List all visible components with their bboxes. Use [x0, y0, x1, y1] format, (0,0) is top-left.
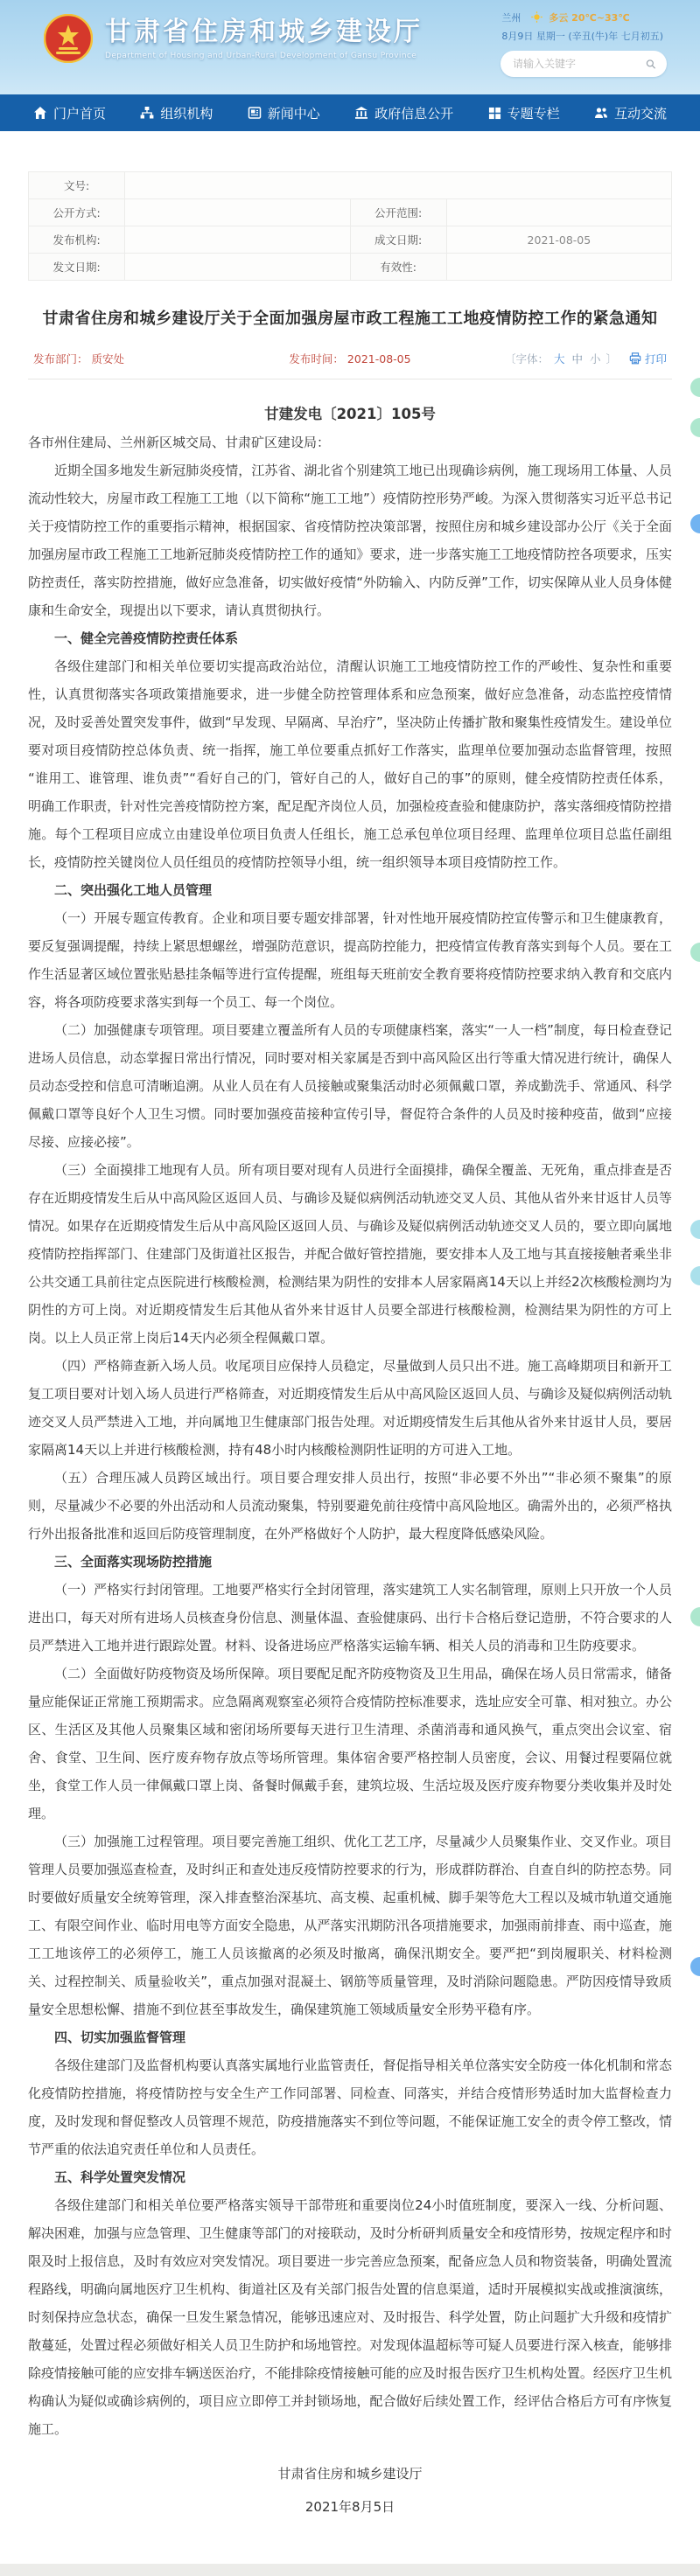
- print-label: 打印: [644, 352, 667, 366]
- article-paragraph: （三）加强施工过程管理。项目要完善施工组织、优化工艺工序，尽量减少人员聚集作业、交叉作业。项目管理人员要加强巡查检查，及时纠正和查处违反疫情防控要求的行为，形成群防群治、自查自纠的防控态势。同时要做好质量安全统筹管理，深入排查整治深基坑、高支模、起重机械、脚手架等危大工程以及城市轨道交通施工、有限空间作业、临时用电等方面安全隐患，从严落实汛期防汛各项措施要求，加强雨前排查、雨中巡查，施工工地该停工的必须停工，施工人员该撤离的必须及时撤离，确保汛期安全。要严把“到岗履职关、材料检测关、过程控制关、质量验收关”，重点加强对混凝土、钢筋等质量管理，及时消除问题隐患。严防因疫情导致质量安全思想松懈、措施不到位甚至事故发生，确保建筑施工领域质量安全形势平稳有序。: [28, 1834, 672, 2017]
- font-size-small-button[interactable]: 小: [589, 352, 601, 366]
- nav-label: 新闻中心: [267, 105, 320, 122]
- floating-widget-icon[interactable]: [690, 1266, 700, 1285]
- publish-dept: [33, 351, 231, 366]
- printer-icon: [629, 352, 641, 365]
- font-size-switch: [505, 351, 617, 366]
- article-paragraph: （一）严格实行封闭管理。工地要严格实行全封闭管理，落实建筑工人实名制管理，原则上只开放一个人员进出口，每天对所有进场人员核查身份信息、测量体温、查验健康码、出行卡合格后登记造册，不符合要求的人员严禁进入工地并进行跟踪处置。材料、设备进场应严格落实运输车辆、相关人员的消毒和卫生防疫要求。: [28, 1582, 672, 1654]
- publish-info-row: [28, 344, 672, 379]
- section-heading: 三、全面落实现场防控措施: [54, 1554, 213, 1570]
- article-paragraph: 各级住建部门及监督机构要认真落实属地行业监管责任，督促指导相关单位落实安全防疫一体化机制和常态化疫情防控措施，将疫情防控与安全生产工作同部署、同检查、同落实，并结合疫情形势适时加大监督检查力度，及时发现和督促整改人员管理不规范，防疫措施落实不到位等问题，不能保证施工安全的责令停工整改，情节严重的依法追究责任单位和人员责任。: [28, 2057, 672, 2157]
- site-title: 甘肃省住房和城乡建设厅: [105, 17, 423, 47]
- meta-value: [125, 226, 350, 254]
- weather-widget: [501, 9, 663, 45]
- meta-value: [125, 254, 350, 281]
- site-brand[interactable]: [44, 14, 423, 63]
- nav-item-interaction[interactable]: [594, 104, 667, 122]
- article-paragraph: （四）严格筛查新入场人员。收尾项目应保持人员稳定，尽量做到人员只出不进。施工高峰期项目和新开工复工项目要对计划入场人员进行严格筛查，对近期疫情发生后从中高风险区返回人员、与确诊及疑似病例活动轨迹交叉人员严禁进入工地，并向属地卫生健康部门报告处理。对近期疫情发生后其他从省外来甘返甘人员，要居家隔离14天以上并进行核酸检测，持有48小时内核酸检测阴性证明的方可进入工地。: [28, 1358, 672, 1458]
- org-icon: [140, 106, 154, 120]
- nav-item-home[interactable]: [33, 104, 106, 122]
- news-icon: [248, 106, 262, 120]
- print-button[interactable]: [629, 351, 667, 366]
- search-box[interactable]: [500, 51, 667, 77]
- meta-value: [125, 199, 350, 226]
- section-heading: 四、切实加强监督管理: [54, 2029, 186, 2045]
- site-subtitle: Department of Housing and Urban-Rural Development of Gansu Province: [105, 52, 417, 60]
- floating-widget-icon[interactable]: [690, 1957, 700, 1976]
- article-paragraph: （五）合理压减人员跨区域出行。项目要合理安排人员出行，按照“非必要不外出”“非必须不聚集”的原则，尽量减少不必要的外出活动和人员流动聚集，特别要避免前往疫情中高风险地区。确需外出的，必须严格执行外出报备批准和返回后防疫管理制度，在外严格做好个人防护，最大程度降低感染风险。: [28, 1470, 672, 1542]
- section-heading: 五、科学处置突发情况: [54, 2169, 186, 2185]
- table-row: [29, 199, 672, 226]
- national-emblem-icon: [44, 14, 93, 63]
- signature-block: [28, 2457, 672, 2524]
- article-paragraph: （三）全面摸排工地现有人员。所有项目要对现有人员进行全面摸排，确保全覆盖、无死角，重点排查是否存在近期疫情发生后从中高风险区返回人员、与确诊及疑似病例活动轨迹交叉人员、其他从省外来甘返甘人员等情况。如果存在近期疫情发生后从中高风险区返回人员、与确诊及疑似病例活动轨迹交叉人员的，要立即向属地疫情防控指挥部门、住建部门及街道社区报告，并配合做好管控措施，要安排本人及工地与其直接接触者乘坐非公共交通工具前往定点医院进行核酸检测，检测结果为阴性的安排本人居家隔离14天以上并经2次核酸检测均为阴性的方可上岗。对近期疫情发生后其他从省外来甘返甘人员要全部进行核酸检测，检测结果为阴性的方可上岗。以上人员正常上岗后14天内必须全程佩戴口罩。: [28, 1162, 672, 1346]
- search-input[interactable]: [511, 57, 646, 71]
- page-title: 甘肃省住房和城乡建设厅关于全面加强房屋市政工程施工工地疫情防控工作的紧急通知: [42, 310, 658, 328]
- article-paragraph: （一）开展专题宣传教育。企业和项目要专题安排部署，针对性地开展疫情防控宣传警示和卫生健康教育，要反复强调提醒，持续上紧思想螺丝，增强防范意识，提高防控能力，把疫情宣传教育落实到每个人员。要在工作生活显著区域位置张贴悬挂条幅等进行宣传提醒，班组每天班前安全教育要将疫情防控要求纳入教育和交底内容，将各项防疫要求落实到每一个员工、每一个岗位。: [28, 910, 672, 1010]
- article-paragraph: 各市州住建局、兰州新区城交局、甘肃矿区建设局：: [28, 435, 331, 450]
- meta-label: 有效性:: [350, 254, 446, 281]
- page-bottom-strip: [0, 2564, 700, 2576]
- publish-time-value: 2021-08-05: [346, 352, 411, 366]
- site-header: [0, 0, 700, 94]
- table-row: [29, 172, 672, 199]
- floating-widget-icon[interactable]: [690, 514, 700, 533]
- nav-label: 政府信息公开: [374, 105, 454, 122]
- article-paragraph: 近期全国多地发生新冠肺炎疫情，江苏省、湖北省个别建筑工地已出现确诊病例，施工现场用工体量、人员流动性较大，房屋市政工程施工工地（以下简称“施工工地”）疫情防控形势严峻。为深入贯彻落实习近平总书记关于疫情防控工作的重要指示精神，根据国家、省疫情防控决策部署，按照住房和城乡建设部办公厅《关于全面加强房屋市政工程施工工地新冠肺炎疫情防控工作的通知》要求，进一步落实施工工地疫情防控各项要求，压实防控责任，落实防控措施，做好应急准备，切实做好疫情“外防输入、内防反弹”工作，切实保障从业人员身体健康和生命安全，现提出以下要求，请认真贯彻执行。: [28, 463, 672, 618]
- nav-label: 组织机构: [160, 105, 214, 122]
- section-heading: 一、健全完善疫情防控责任体系: [54, 630, 239, 646]
- meta-label: 文号:: [29, 172, 125, 199]
- nav-label: 门户首页: [53, 105, 107, 122]
- publish-dept-value: 质安处: [91, 352, 125, 366]
- table-row: [29, 226, 672, 254]
- meta-value-date: 2021-08-05: [446, 226, 671, 254]
- nav-label: 专题专栏: [507, 105, 560, 122]
- nav-item-topics[interactable]: [488, 104, 560, 122]
- weather-city: 兰州: [501, 12, 522, 24]
- font-switch-prefix: 〔字体：: [504, 352, 549, 366]
- article-paragraph: 各级住建部门和相关单位要严格落实领导干部带班和重要岗位24小时值班制度，要深入一线、分析问题、解决困难，加强与应急管理、卫生健康等部门的对接联动，及时分析研判质量安全和疫情形势，按规定程序和时限及时上报信息，及时有效应对突发情况。项目要进一步完善应急预案，配备应急人员和物资装备，明确处置流程路线，明确向属地医疗卫生机构、街道社区及有关部门报告处置的信息渠道，适时开展模拟实战或推演演练，时刻保持应急状态，确保一旦发生紧急情况，能够迅速应对、及时报告、科学处置，防止问题扩大升级和疫情扩散蔓延，处置过程必须做好相关人员卫生防护和场地管控。对发现体温超标等可疑人员要进行深入核查，能够排除疫情接触可能的应安排车辆送医治疗，不能排除疫情接触可能的应及时报告医疗卫生机构处置。经医疗卫生机构确认为疑似或确诊病例的，项目应立即停工并封锁场地，配合做好后续处置工作，经评估合格后方可有序恢复施工。: [28, 2197, 672, 2437]
- nav-item-organization[interactable]: [140, 104, 213, 122]
- article-paragraph: （二）加强健康专项管理。项目要建立覆盖所有人员的专项健康档案，落实“一人一档”制度，每日检查登记进场人员信息，动态掌握日常出行情况，同时要对相关家属是否到中高风险区出行等重大情况进行统计，确保人员动态受控和信息可清晰追溯。从业人员在有人员接触或聚集活动时必须佩戴口罩，养成勤洗手、常通风、科学佩戴口罩等良好个人卫生习惯。同时要加强疫苗接种宣传引导，督促符合条件的人员及时接种疫苗，做到“应接尽接、应接必接”。: [28, 1022, 672, 1150]
- floating-widget-icon[interactable]: [690, 1220, 700, 1239]
- floating-widget-icon[interactable]: [690, 1607, 700, 1626]
- meta-label: 公开方式:: [29, 199, 125, 226]
- meta-value: [446, 199, 671, 226]
- floating-widget-icon[interactable]: [690, 943, 700, 962]
- floating-widget-icon[interactable]: [690, 378, 700, 397]
- meta-value: [125, 172, 672, 199]
- meta-label: 公开范围:: [350, 199, 446, 226]
- floating-widget-icon[interactable]: [690, 418, 700, 437]
- article-tools: [469, 351, 667, 366]
- meta-label: 发文日期:: [29, 254, 125, 281]
- section-heading: 二、突出强化工地人员管理: [54, 882, 213, 898]
- date-line: 8月9日 星期一 (辛丑(牛)年 七月初五): [501, 31, 663, 42]
- home-icon: [33, 106, 47, 120]
- signature-org: 甘肃省住房和城乡建设厅: [277, 2466, 423, 2482]
- search-icon[interactable]: [646, 58, 656, 71]
- brand-text: [105, 17, 423, 60]
- doc-meta-table: [28, 171, 672, 281]
- meta-label: 发布机构:: [29, 226, 125, 254]
- font-size-medium-button[interactable]: 中: [571, 352, 583, 366]
- nav-item-news[interactable]: [248, 104, 320, 122]
- nav-item-gov-info[interactable]: [354, 104, 453, 122]
- nav-label: 互动交流: [613, 105, 667, 122]
- gov-icon: [354, 106, 368, 120]
- meta-value: [446, 254, 671, 281]
- interact-icon: [594, 106, 608, 120]
- weather-condition: 多云 20℃~33℃: [549, 12, 630, 24]
- main-nav: [0, 94, 700, 131]
- sun-icon: [531, 11, 542, 23]
- article-paragraph: 各级住建部门和相关单位要切实提高政治站位，清醒认识施工工地疫情防控工作的严峻性、复杂性和重要性，认真贯彻落实各项政策措施要求，进一步健全防控管理体系和应急预案，做好应急准备，动态监控疫情情况，及时妥善处置突发事件，做到“早发现、早隔离、早治疗”，坚决防止传播扩散和聚集性疫情发生。建设单位要对项目疫情防控总体负责、统一指挥，施工单位要重点抓好工作落实，监理单位要加强动态监督管理，按照“谁用工、谁管理、谁负责”“看好自己的门，管好自己的人，做好自己的事”的原则，健全疫情防控责任体系，明确工作职责，针对性完善疫情防控方案，配足配齐岗位人员，加强检疫查验和健康防护，落实落细疫情防控措施。每个工程项目应成立由建设单位项目负责人任组长，施工总承包单位项目经理、监理单位项目总监任副组长，疫情防控关键岗位人员任组员的疫情防控领导小组，统一组织领导本项目疫情防控工作。: [28, 658, 672, 870]
- font-size-large-button[interactable]: 大: [553, 352, 565, 366]
- topics-icon: [488, 107, 501, 120]
- publish-dept-label: 发布部门：: [33, 352, 88, 366]
- font-switch-suffix: 〕: [606, 352, 617, 366]
- publish-time-label: 发布时间：: [289, 352, 344, 366]
- meta-label: 成文日期:: [350, 226, 446, 254]
- article-body: [28, 428, 672, 2443]
- table-row: [29, 254, 672, 281]
- signature-date: 2021年8月5日: [304, 2499, 396, 2515]
- doc-number: 甘建发电〔2021〕105号: [264, 406, 436, 422]
- weather-line: [501, 9, 663, 27]
- article-paragraph: （二）全面做好防疫物资及场所保障。项目要配足配齐防疫物资及卫生用品，确保在场人员日常需求，储备量应能保证正常施工预期需求。应急隔离观察室必须符合疫情防控标准要求，选址应安全可靠、相对独立。办公区、生活区及其他人员聚集区域和密闭场所要每天进行卫生清理、杀菌消毒和通风换气，重点突出会议室、宿舍、食堂、卫生间、医疗废弃物存放点等场所管理。集体宿舍要严格控制人员密度，会议、用餐过程要隔位就坐，食堂工作人员一律佩戴口罩上岗、备餐时佩戴手套，建筑垃圾、生活垃圾及医疗废弃物要分类收集并及时处理。: [28, 1666, 672, 1821]
- publish-time: [231, 351, 469, 366]
- content-area: [28, 171, 672, 2524]
